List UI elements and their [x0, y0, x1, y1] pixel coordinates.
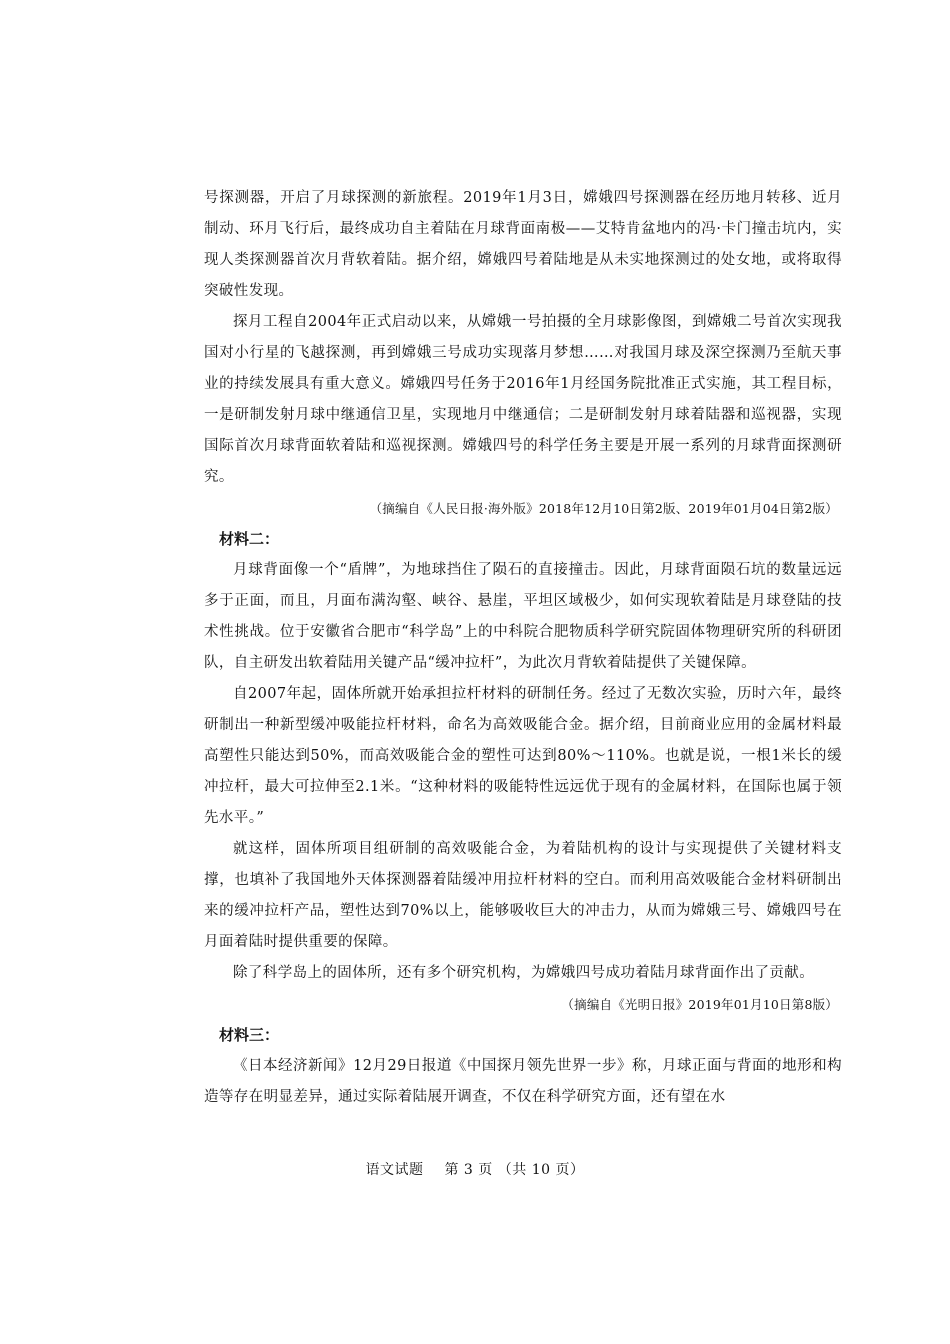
footer-page-number: 第 3 页 （共 10 页） — [444, 1162, 585, 1178]
material-two-heading: 材料二： — [219, 530, 280, 548]
material-two-paragraph-1: 月球背面像一个“盾牌”，为地球挡住了陨石的直接撞击。因此，月球背面陨石坑的数量远远多于正面，而且，月面布满沟壑、峡谷、悬崖，平坦区域极少，如何实现软着陆是月球登陆的技术性挑战。位于安徽省合肥市“科学岛”上的中科院合肥物质科学研究院固体物理研究所的科研团队，自主研发出软着陆用关键产品“缓冲拉杆”，为此次月背软着陆提供了关键保障。 — [204, 562, 842, 671]
material-two-paragraph-4: 除了科学岛上的固体所，还有多个研究机构，为嫦娥四号成功着陆月球背面作出了贡献。 — [233, 965, 815, 981]
material-two-paragraph-3: 就这样，固体所项目组研制的高效吸能合金，为着陆机构的设计与实现提供了关键材料支撑，也填补了我国地外天体探测器着陆缓冲用拉杆材料的空白。而利用高效吸能合金材料研制出来的缓冲拉杆产品，塑性达到70%以上，能够吸收巨大的冲击力，从而为嫦娥三号、嫦娥四号在月面着陆时提供重要的保障。 — [204, 841, 842, 950]
material-three-heading: 材料三： — [219, 1026, 280, 1044]
material-two-paragraph-2: 自2007年起，固体所就开始承担拉杆材料的研制任务。经过了无数次实验，历时六年，最终研制出一种新型缓冲吸能拉杆材料，命名为高效吸能合金。据介绍，目前商业应用的金属材料最高塑性只能达到50%，而高效吸能合金的塑性可达到80%～110%。也就是说，一根1米长的缓冲拉杆，最大可拉伸至2.1米。“这种材料的吸能特性远远优于现有的金属材料，在国际也属于领先水平。” — [204, 686, 842, 826]
page-footer — [0, 1159, 950, 1179]
source-citation-2: （摘编自《光明日报》2019年01月10日第8版） — [561, 997, 838, 1012]
page-content — [204, 183, 842, 1113]
paragraph-lunar-program: 探月工程自2004年正式启动以来，从嫦娥一号拍摄的全月球影像图，到嫦娥二号首次实现我国对小行星的飞越探测，再到嫦娥三号成功实现落月梦想……对我国月球及深空探测乃至航天事业的持续发展具有重大意义。嫦娥四号任务于2016年1月经国务院批准正式实施，其工程目标，一是研制发射月球中继通信卫星，实现地月中继通信；二是研制发射月球着陆器和巡视器，实现国际首次月球背面软着陆和巡视探测。嫦娥四号的科学任务主要是开展一系列的月球背面探测研究。 — [204, 314, 842, 485]
material-three-paragraph-1: 《日本经济新闻》12月29日报道《中国探月领先世界一步》称，月球正面与背面的地形和构造等存在明显差异，通过实际着陆展开调查，不仅在科学研究方面，还有望在水 — [204, 1058, 842, 1105]
footer-subject: 语文试题 — [365, 1162, 424, 1178]
paragraph-continued: 号探测器，开启了月球探测的新旅程。2019年1月3日，嫦娥四号探测器在经历地月转移、近月制动、环月飞行后，最终成功自主着陆在月球背面南极——艾特肯盆地内的冯·卡门撞击坑内，实现人类探测器首次月背软着陆。据介绍，嫦娥四号着陆地是从未实地探测过的处女地，或将取得突破性发现。 — [204, 190, 842, 299]
source-citation-1: （摘编自《人民日报·海外版》2018年12月10日第2版、2019年01月04日第2版） — [369, 501, 838, 516]
